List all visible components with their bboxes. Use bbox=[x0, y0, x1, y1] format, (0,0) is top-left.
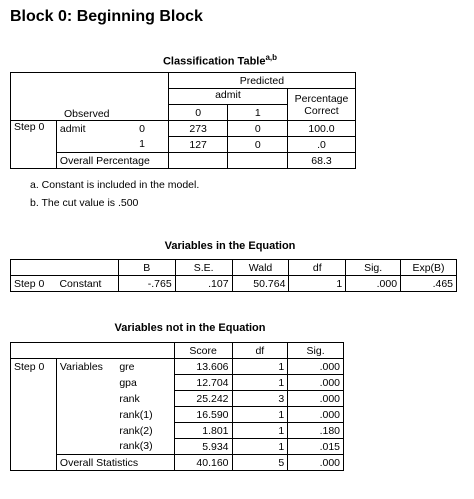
row-var-label: admit bbox=[56, 121, 116, 137]
vars-not-df-1: 1 bbox=[232, 375, 288, 391]
vars-in-sig: .000 bbox=[346, 276, 401, 292]
vars-in-step: Step 0 bbox=[11, 276, 57, 292]
vars-not-df-2: 3 bbox=[232, 391, 288, 407]
pct-1: .0 bbox=[288, 137, 356, 153]
vars-not-df-4: 1 bbox=[232, 423, 288, 439]
vars-not-score-1: 12.704 bbox=[174, 375, 232, 391]
footnote-b: b. The cut value is .500 bbox=[30, 197, 139, 209]
block-title: Block 0: Beginning Block bbox=[10, 8, 203, 25]
vars-not-overall-sig: .000 bbox=[288, 455, 344, 471]
classification-table-title bbox=[100, 53, 340, 68]
vars-not-score-0: 13.606 bbox=[174, 359, 232, 375]
vars-in-header-b: B bbox=[118, 260, 175, 276]
vars-not-sig-1: .000 bbox=[288, 375, 344, 391]
step-0-label: Step 0 bbox=[11, 121, 57, 169]
col-1-header: 1 bbox=[228, 105, 288, 121]
vars-in-header-wald: Wald bbox=[232, 260, 289, 276]
vars-not-sig-4: .180 bbox=[288, 423, 344, 439]
vars-in-table bbox=[10, 259, 457, 292]
observed-label: Observed bbox=[64, 108, 110, 120]
overall-percentage-label: Overall Percentage bbox=[56, 153, 168, 169]
vars-not-name-0: gre bbox=[116, 359, 174, 375]
col-0-header: 0 bbox=[168, 105, 228, 121]
vars-not-title: Variables not in the Equation bbox=[114, 322, 266, 334]
vars-not-table bbox=[10, 342, 344, 471]
vars-not-score-3: 16.590 bbox=[174, 407, 232, 423]
vars-not-overall-df: 5 bbox=[232, 455, 288, 471]
vars-not-overall-label: Overall Statistics bbox=[56, 455, 174, 471]
vars-not-name-2: rank bbox=[116, 391, 174, 407]
vars-not-sig-3: .000 bbox=[288, 407, 344, 423]
vars-in-var: Constant bbox=[56, 276, 118, 292]
vars-not-name-5: rank(3) bbox=[116, 439, 174, 455]
vars-not-name-3: rank(1) bbox=[116, 407, 174, 423]
cell-0-0: 273 bbox=[168, 121, 228, 137]
vars-not-score-5: 5.934 bbox=[174, 439, 232, 455]
vars-in-wald: 50.764 bbox=[232, 276, 289, 292]
vars-in-corner bbox=[11, 260, 119, 276]
vars-not-header-df: df bbox=[232, 343, 288, 359]
vars-not-name-1: gpa bbox=[116, 375, 174, 391]
pct-0: 100.0 bbox=[288, 121, 356, 137]
vars-not-header-sig: Sig. bbox=[288, 343, 344, 359]
vars-in-title: Variables in the Equation bbox=[164, 240, 296, 252]
predicted-header: Predicted bbox=[168, 73, 355, 89]
vars-not-score-2: 25.242 bbox=[174, 391, 232, 407]
vars-not-header-score: Score bbox=[174, 343, 232, 359]
row-label-1: 1 bbox=[116, 137, 168, 153]
vars-not-name-4: rank(2) bbox=[116, 423, 174, 439]
vars-not-sig-0: .000 bbox=[288, 359, 344, 375]
row-label-0: 0 bbox=[116, 121, 168, 137]
classification-title-text: Classification Table bbox=[162, 55, 266, 68]
vars-not-score-4: 1.801 bbox=[174, 423, 232, 439]
vars-in-df: 1 bbox=[289, 276, 346, 292]
vars-not-df-5: 1 bbox=[232, 439, 288, 455]
classification-table bbox=[10, 72, 356, 169]
vars-in-header-expb: Exp(B) bbox=[401, 260, 457, 276]
vars-not-df-0: 1 bbox=[232, 359, 288, 375]
footnote-a: a. Constant is included in the model. bbox=[30, 179, 200, 191]
observed-header bbox=[11, 73, 169, 121]
vars-in-header-df: df bbox=[289, 260, 346, 276]
vars-not-group: Variables bbox=[56, 359, 116, 375]
vars-not-overall-score: 40.160 bbox=[174, 455, 232, 471]
admit-header: admit bbox=[168, 89, 287, 105]
classification-title-sup: a,b bbox=[265, 53, 278, 62]
cell-1-0: 127 bbox=[168, 137, 228, 153]
vars-in-expb: .465 bbox=[401, 276, 457, 292]
vars-not-step: Step 0 bbox=[11, 359, 57, 471]
cell-1-1: 0 bbox=[228, 137, 288, 153]
vars-in-se: .107 bbox=[175, 276, 232, 292]
cell-0-1: 0 bbox=[228, 121, 288, 137]
vars-not-sig-5: .015 bbox=[288, 439, 344, 455]
vars-not-df-3: 1 bbox=[232, 407, 288, 423]
vars-in-header-se: S.E. bbox=[175, 260, 232, 276]
overall-percentage-value: 68.3 bbox=[288, 153, 356, 169]
vars-not-corner bbox=[11, 343, 175, 359]
vars-in-header-sig: Sig. bbox=[346, 260, 401, 276]
vars-not-sig-2: .000 bbox=[288, 391, 344, 407]
vars-in-b: -.765 bbox=[118, 276, 175, 292]
percentage-correct-header: Percentage Correct bbox=[288, 89, 356, 121]
